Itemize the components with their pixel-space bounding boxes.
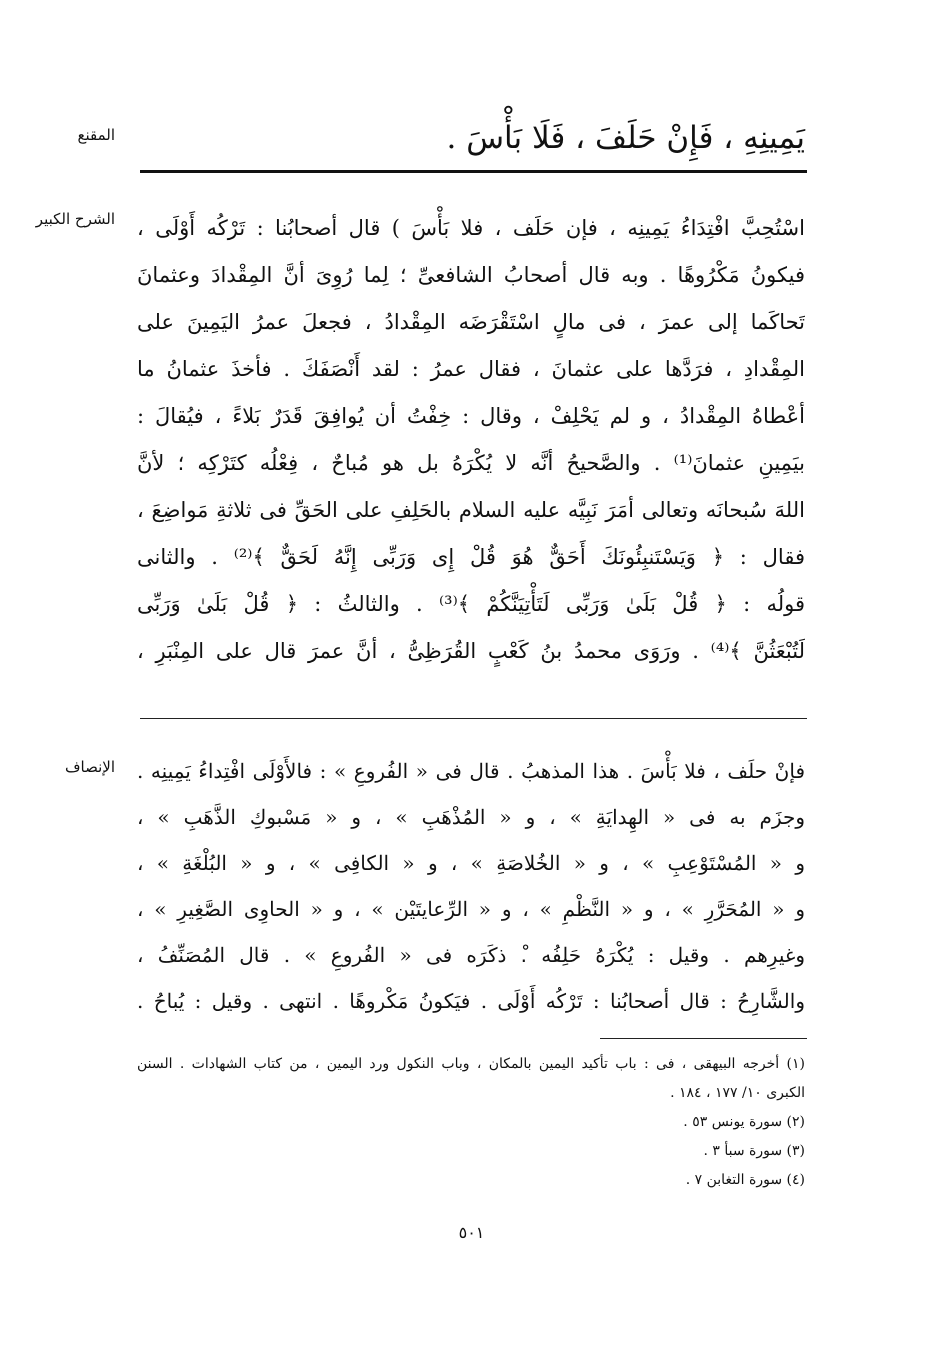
sharh-line: قولُه : ﴿ قُلْ بَلَىٰ وَرَبِّى لَتَأْتِيَنَّكُمْ ﴾⁽³⁾ . والثالثُ : ﴿ قُلْ بَلَىٰ وَرَبِّى <box>137 592 805 616</box>
sharh-block <box>137 205 805 675</box>
insaf-line: و « المُسْتَوْعِبِ » ، و « الخُلاصَةِ » ، و « الكافِى » ، و « البُلْغَةِ » ، <box>137 851 805 875</box>
insaf-side-label: الإنصاف <box>64 758 115 776</box>
insaf-line: فإنْ حلَف ، فلا بَأْسَ . هذا المذهبُ . قال فى « الفُروعِ » : فالأَوْلَى افْتِداءُ يَمِينِه . <box>137 759 805 783</box>
section-divider <box>140 718 807 719</box>
sharh-side-label: الشرح الكبير <box>35 210 115 228</box>
sharh-line: اللهَ سُبحانَه وتعالى أمَرَ نَبِيَّه عليه السلام بالحَلِفِ على الحَقِّ فى ثلاثةِ مَواضِعَ ، <box>137 498 805 522</box>
insaf-line: والشَّارِحُ : قال أصحابُنا : تَرْكُه أَوْلَى . فيَكونُ مَكْروهًا . انتهى . وقيل : يُباحُ . <box>137 989 805 1013</box>
footnotes <box>137 1050 805 1195</box>
sharh-line: أعْطاهُ المِقْدادُ ، و لم يَحْلِفْ ، وقال : خِفْتُ أن يُوافِقَ قَدَرٌ بَلاءً ، فيُقالَ : <box>137 404 805 428</box>
sharh-line: فيكونُ مَكْرُوهًا . وبه قال أصحابُ الشافعىِّ ؛ لِما رُوِىَ أنَّ المِقْدادَ وعثمانَ <box>137 263 805 287</box>
footnote-line: (٣) سورة سبأ ٣ . <box>703 1143 805 1159</box>
sharh-line: فقال : ﴿ وَيَسْتَنبِئُونَكَ أَحَقٌّ هُوَ قُلْ إِى وَرَبِّى إِنَّهُ لَحَقٌّ ﴾⁽²⁾ . والثانى <box>137 545 805 569</box>
sharh-line: لَتُبْعَثُنَّ ﴾⁽⁴⁾ . ورَوَى محمدُ بنُ كَعْبٍ القُرَظِىُّ ، أنَّ عمرَ قال على المِنْبَرِ ، <box>137 639 805 663</box>
sharh-line: اسْتُحِبَّ افْتِدَاءُ يَمِينِه ، فإن حَلَف ، فلا بَأْسَ ) قال أصحابُنا : تَرْكُه أَوْلَى ، <box>137 216 805 240</box>
sharh-line: المِقْدادِ ، فرَدَّها على عثمانَ ، فقال عمرُ : لقد أَنْصَفَكَ . فأخذَ عثمانُ ما <box>137 357 805 381</box>
muqni-side-label: المقنع <box>77 126 115 144</box>
footnote-line: (٤) سورة التغابن ٧ . <box>685 1172 805 1188</box>
footnote-line: (١) أخرجه البيهقى ، فى : باب تأكيد اليمين بالمكان ، وباب النكول ورد اليمين ، من كتاب الشهادات . السنن <box>137 1056 805 1072</box>
sharh-line: بيَمِينِ عثمانَ⁽¹⁾ . والصَّحيحُ أنَّه لا يُكْرَهُ بل هو مُباحٌ ، فِعْلُه كتَرْكِه ؛ لأنَّ <box>137 451 805 475</box>
header-rule <box>140 170 807 173</box>
insaf-line: وجزَم به فى « الهِدايَةِ » ، و « المُذْهَبِ » ، و « مَسْبوكِ الذَّهَبِ » ، <box>137 805 805 829</box>
footnote-line: (٢) سورة يونس ٥٣ . <box>683 1114 805 1130</box>
insaf-block <box>137 748 805 1024</box>
muqni-text: يَمِينِهِ ، فَإِنْ حَلَفَ ، فَلَا بَأْسَ . <box>446 120 805 156</box>
footnote-rule <box>600 1038 807 1039</box>
footnote-line: الكبرى ١٠/ ١٧٧ ، ١٨٤ . <box>670 1085 805 1101</box>
page-number: ٥٠١ <box>458 1223 485 1242</box>
insaf-line: وغيرِهم . وقيل : يُكْرَهُ حَلِفُه .ْ ذكَرَه فى « الفُروعِ » . قال المُصَنِّفُ ، <box>137 943 805 967</box>
sharh-line: تَحاكَما إلى عمرَ ، فى مالٍ اسْتَقْرَضَه المِقْدادُ ، فجعلَ عمرُ اليَمِينَ على <box>137 310 805 334</box>
insaf-line: و « المُحَرَّرِ » ، و « النَّظْمِ » ، و « الرِّعايتَيْن » ، و « الحاوِى الصَّغِيرِ » ، <box>137 897 805 921</box>
